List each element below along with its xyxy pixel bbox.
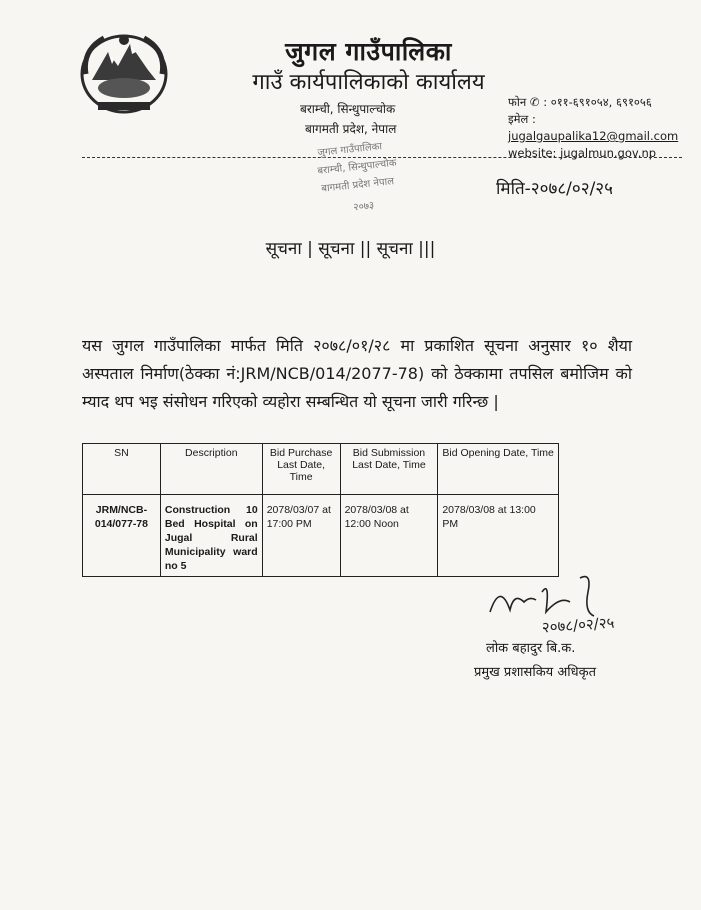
phone-line (508, 94, 701, 111)
notice-body: यस जुगल गाउँपालिका मार्फत मिति २०७८/०१/२८ मा प्रकाशित सूचना अनुसार १० शैया अस्पताल निर्माण(ठेक्का नं:JRM/NCB/014/2077-78) को ठेक्कामा तपसिल बमोजिम को म्याद थप भइ संसोधन गरिएको व्यहोरा सम्बन्धित यो सूचना जारी गरिन्छ | (82, 336, 632, 411)
cell-description: Construction 10 Bed Hospital on Jugal Rural Municipality ward no 5 (160, 495, 262, 577)
notice-heading: सूचना | सूचना || सूचना ||| (265, 239, 436, 259)
signatory-title: प्रमुख प्रशासकिय अधिकृत (474, 665, 597, 680)
stamp-line-2: बराम्ची, सिन्धुपाल्चोक (316, 157, 398, 177)
phone-label: फोन (508, 95, 527, 109)
cell-opening: 2078/03/08 at 13:00 PM (438, 495, 559, 577)
header-bid-submission: Bid Submission Last Date, Time (340, 444, 438, 495)
address-line-2: बागमती प्रदेश, नेपाल (305, 122, 397, 136)
table-header-row (83, 444, 559, 495)
email-link[interactable]: jugalgaupalika12@gmail.com (508, 129, 679, 143)
signatory-name: लोक बहादुर बि.क. (486, 641, 576, 656)
phone-value: : ०११-६९१०५४, ६९१०५६ (543, 95, 652, 109)
stamp-line-4: २०७३ (352, 200, 375, 214)
bid-schedule-table (82, 443, 559, 577)
cell-submission: 2078/03/08 at 12:00 Noon (340, 495, 438, 577)
office-name: गाउँ कार्यपालिकाको कार्यालय (252, 70, 485, 95)
table-row (83, 495, 559, 577)
header-bid-opening: Bid Opening Date, Time (438, 444, 559, 495)
document-date: मिति-२०७८/०२/२५ (496, 179, 613, 199)
stamp-line-1: जुगल गाउँपालिका (317, 141, 383, 159)
cell-sn: JRM/NCB-014/077-78 (83, 495, 161, 577)
email-line (508, 111, 701, 145)
office-stamp (300, 128, 450, 218)
header-bid-purchase: Bid Purchase Last Date, Time (262, 444, 340, 495)
cell-purchase: 2078/03/07 at 17:00 PM (262, 495, 340, 577)
stamp-line-3: बागमती प्रदेश नेपाल (320, 176, 395, 195)
email-label: इमेल : (508, 112, 536, 126)
website-line[interactable]: website: jugalmun.gov.np (508, 146, 657, 160)
org-name: जुगल गाउँपालिका (285, 37, 452, 66)
address-line-1: बराम्ची, सिन्धुपाल्चोक (300, 102, 396, 116)
header-description: Description (160, 444, 262, 495)
contact-block (508, 94, 701, 162)
phone-icon: ✆ (529, 95, 540, 109)
handwritten-signature (480, 572, 650, 642)
signature-date: २०७८/०२/२५ (541, 613, 615, 637)
header-sn: SN (83, 444, 161, 495)
